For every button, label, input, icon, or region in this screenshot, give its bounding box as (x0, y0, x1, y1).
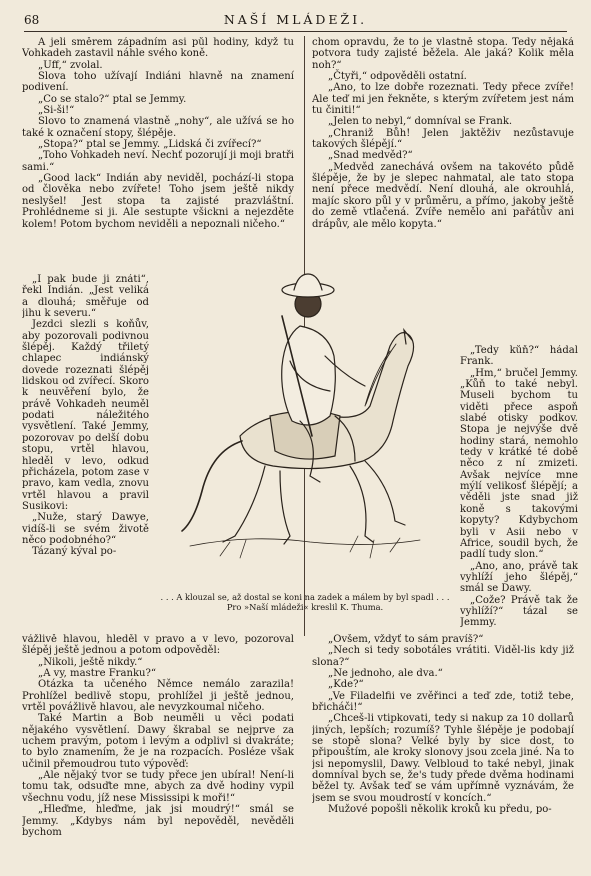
paragraph: „Snad medvěd?“ (328, 150, 413, 162)
page-header (0, 0, 591, 30)
paragraph: „Chraniž Bůh! Jelen jaktěživ nezůstavuje takových šlépějí.“ (312, 127, 574, 151)
paragraph: „Good lack“ Indián aby neviděl, pochází-li stopa od člověka nebo zvířete! Toho jsem ještě nikdy neslyšel! Jest stopa ta zajisté prazvláštní. Prohlédneme si ji. Ale sestupte všickni a nejezděte kolem! Potom bychom neviděli a nepoznali ničeho.“ (22, 173, 294, 230)
paragraph: „Nuže, starý Dawye, vidíš-li se svém životě něco podobného?“ (22, 512, 149, 546)
paragraph: Také Martin a Bob neuměli u věci podati nějakého vysvětlení. Dawy škrabal se nejprve za uchem pravým, potom i levým a odplivl si dvakráte; to bylo znamením, že je na rozpacích. Posléze však učinil přemoudrou tuto výpověď: (22, 713, 294, 770)
paragraph: „Toho Vohkadeh neví. Nechť pozorují ji moji bratři sami.“ (22, 150, 294, 173)
running-title: NAŠÍ MLÁDEŽI. (223, 12, 368, 27)
paragraph: „Kde?“ (328, 679, 364, 691)
rider-on-horse-illustration (150, 246, 460, 576)
paragraph: „Ovšem, vždyť to sám pravíš?“ (328, 634, 484, 645)
paragraph: „Ano, to lze dobře rozeznati. Tedy přece zvíře! Ale teď mi jen řekněte, s kterým zvířetem jest nám tu činiti!“ (312, 82, 574, 117)
paragraph: „Co se stalo?“ ptal se Jemmy. (38, 93, 187, 105)
paragraph: „Nikoli, ještě nikdy.“ (38, 656, 143, 668)
paragraph: „Ve Filadelfii ve zvěřinci a teď zde, totiž tebe, břicháči!“ (312, 690, 574, 714)
header-rule (24, 31, 567, 32)
paragraph: „Stopa?“ ptal se Jemmy. „Lidská či zvířecí?“ (38, 139, 262, 151)
paragraph: „Uff,“ zvolal. (38, 59, 103, 71)
column-right-narrow (460, 345, 578, 631)
caption-credit: Pro »Naší mládeži« kreslil K. Thuma. (226, 602, 384, 612)
paragraph: „Ano, ano, právě tak vyhlíží jeho šlépěj,“ smál se Dawy. (460, 560, 578, 595)
illustration-caption (150, 592, 460, 612)
paragraph: „Si-ši!“ (38, 105, 75, 117)
column-left-top (22, 37, 294, 269)
paragraph: „Hm,“ bručel Jemmy. „Kůň to také nebyl. Museli bychom tu viděti přece aspoň slabé otisky podkov. Stopa je nejvýše dvě hodiny stará, nemohlo tedy v krátké té době něco z ní zmizeti. Avšak nejvíce mne mýlí velikosť šlépějí; a věděli jste snad již koně s takovými kopyty? Kdybychom byli v Asii nebo v Africe, soudil bych, že padlí tudy slon.“ (460, 367, 578, 561)
paragraph: „Jelen to nebyl,“ domníval se Frank. (328, 116, 513, 128)
paragraph: „Medvěd zanechává ovšem na takovéto půdě šlépěje, že by je slepec nahmatal, ale tato stopa není přece medvědí. Není dlouhá, ale okrouhlá, majíc skoro půl y v průměru, a přímo, jakoby ještě do země vtlačená. Zvíře nemělo ani pařátův ani drápův, ale mělo kopyta.“ (312, 161, 574, 230)
paragraph: „Nech si tedy sobotáles vrátiti. Viděl-lis kdy již slona?“ (312, 645, 574, 668)
column-bottom-right (312, 634, 574, 860)
paragraph: Mužové popošli několik kroků ku předu, po- (328, 804, 552, 816)
paragraph: Jezdci slezli s koňův, aby pozorovali podivnou šlépěj. Každý třiletý chlapec indiánský dovede rozeznati šlépěj lidskou od zvířecí. Skoro k neuvěření bylo, že právě Vohkadeh neuměl podati náležitého vysvětlení. Také Jemmy, pozorovav po delší dobu stopu, vrtěl hlavou, hleděl v levo, odkud přicházela, potom zase v pravo, kam vedla, znovu vrtěl hlavou a pravil Susikovi: (22, 319, 149, 512)
paragraph: Otázka ta učeného Němce nemálo zarazila! Prohlížel bedlivě stopu, prohlížel ji ještě jednou, vrtěl povážlivě hlavou, ale nevyzkoumal ničeho. (22, 679, 294, 714)
paragraph: „A vy, mastre Franku?“ (38, 668, 157, 680)
paragraph: „I pak bude ji znáti“, řekl Indián. „Jest veliká a dlouhá; směřuje od jihu k severu.“ (22, 274, 149, 320)
paragraph: Slova toho užívají Indiáni hlavně na znamení podivení. (22, 71, 294, 94)
paragraph: „Cože? Právě tak že vyhlíží?“ tázal se Jemmy. (460, 594, 578, 629)
paragraph: „Hleďme, hleďme, jak jsi moudrý!“ smál se Jemmy. „Kdybys nám byl nepověděl, nevěděli bychom (22, 804, 294, 838)
paragraph: A jeli směrem západním asi půl hodiny, když tu Vohkadeh zastavil náhle svého koně. (22, 37, 294, 60)
paragraph: „Ne jednoho, ale dva.“ (328, 668, 443, 680)
caption-line: . . . A klouzal se, až dostal se koni na zadek a málem by byl spadl . . . (160, 592, 450, 602)
column-left-narrow (22, 274, 149, 632)
page-number: 68 (24, 13, 40, 27)
paragraph: „Chceš-li vtipkovati, tedy si nakup za 10 dollarů jiných, lepších; rozumíš? Tyhle šlépěje je podobají se stopě slona? Velké byly by sice dost, to připouštím, ale kroky slonovy jsou zcela jiné. Na to jsi nepomyslil, Dawy. Velbloud to také nebyl, jinak domníval bych se, že's tudy přede dvěma hodinami běžel ty. Avšak teď se vám upřímně vyznávám, že jsem se svou moudrostí v koncích.“ (312, 713, 574, 804)
paragraph: „Tedy kůň?“ hádal Frank. (460, 345, 578, 368)
paragraph: „Ale nějaký tvor se tudy přece jen ubíral! Není-li tomu tak, odsuďte mne, abych za dvě hodiny vypil všechnu vodu, jíž nese Mississipi k moři!“ (22, 770, 294, 804)
paragraph: Slovo to znamená vlastně „nohy“, ale užívá se ho také k označení stopy, šlépěje. (22, 116, 294, 139)
paragraph: vážlivě hlavou, hleděl v pravo a v levo, pozoroval šlépěj ještě jednou a potom odpověděl: (22, 634, 294, 657)
column-bottom-left (22, 634, 294, 860)
paragraph: „Čtyři,“ odpověděli ostatní. (328, 71, 467, 83)
paragraph: Tázaný kýval po- (32, 546, 117, 558)
paragraph: chom opravdu, že to je vlastně stopa. Tedy nějaká potvora tudy zajisté běžela. Ale jaká? Kolik měla noh?“ (312, 37, 574, 71)
